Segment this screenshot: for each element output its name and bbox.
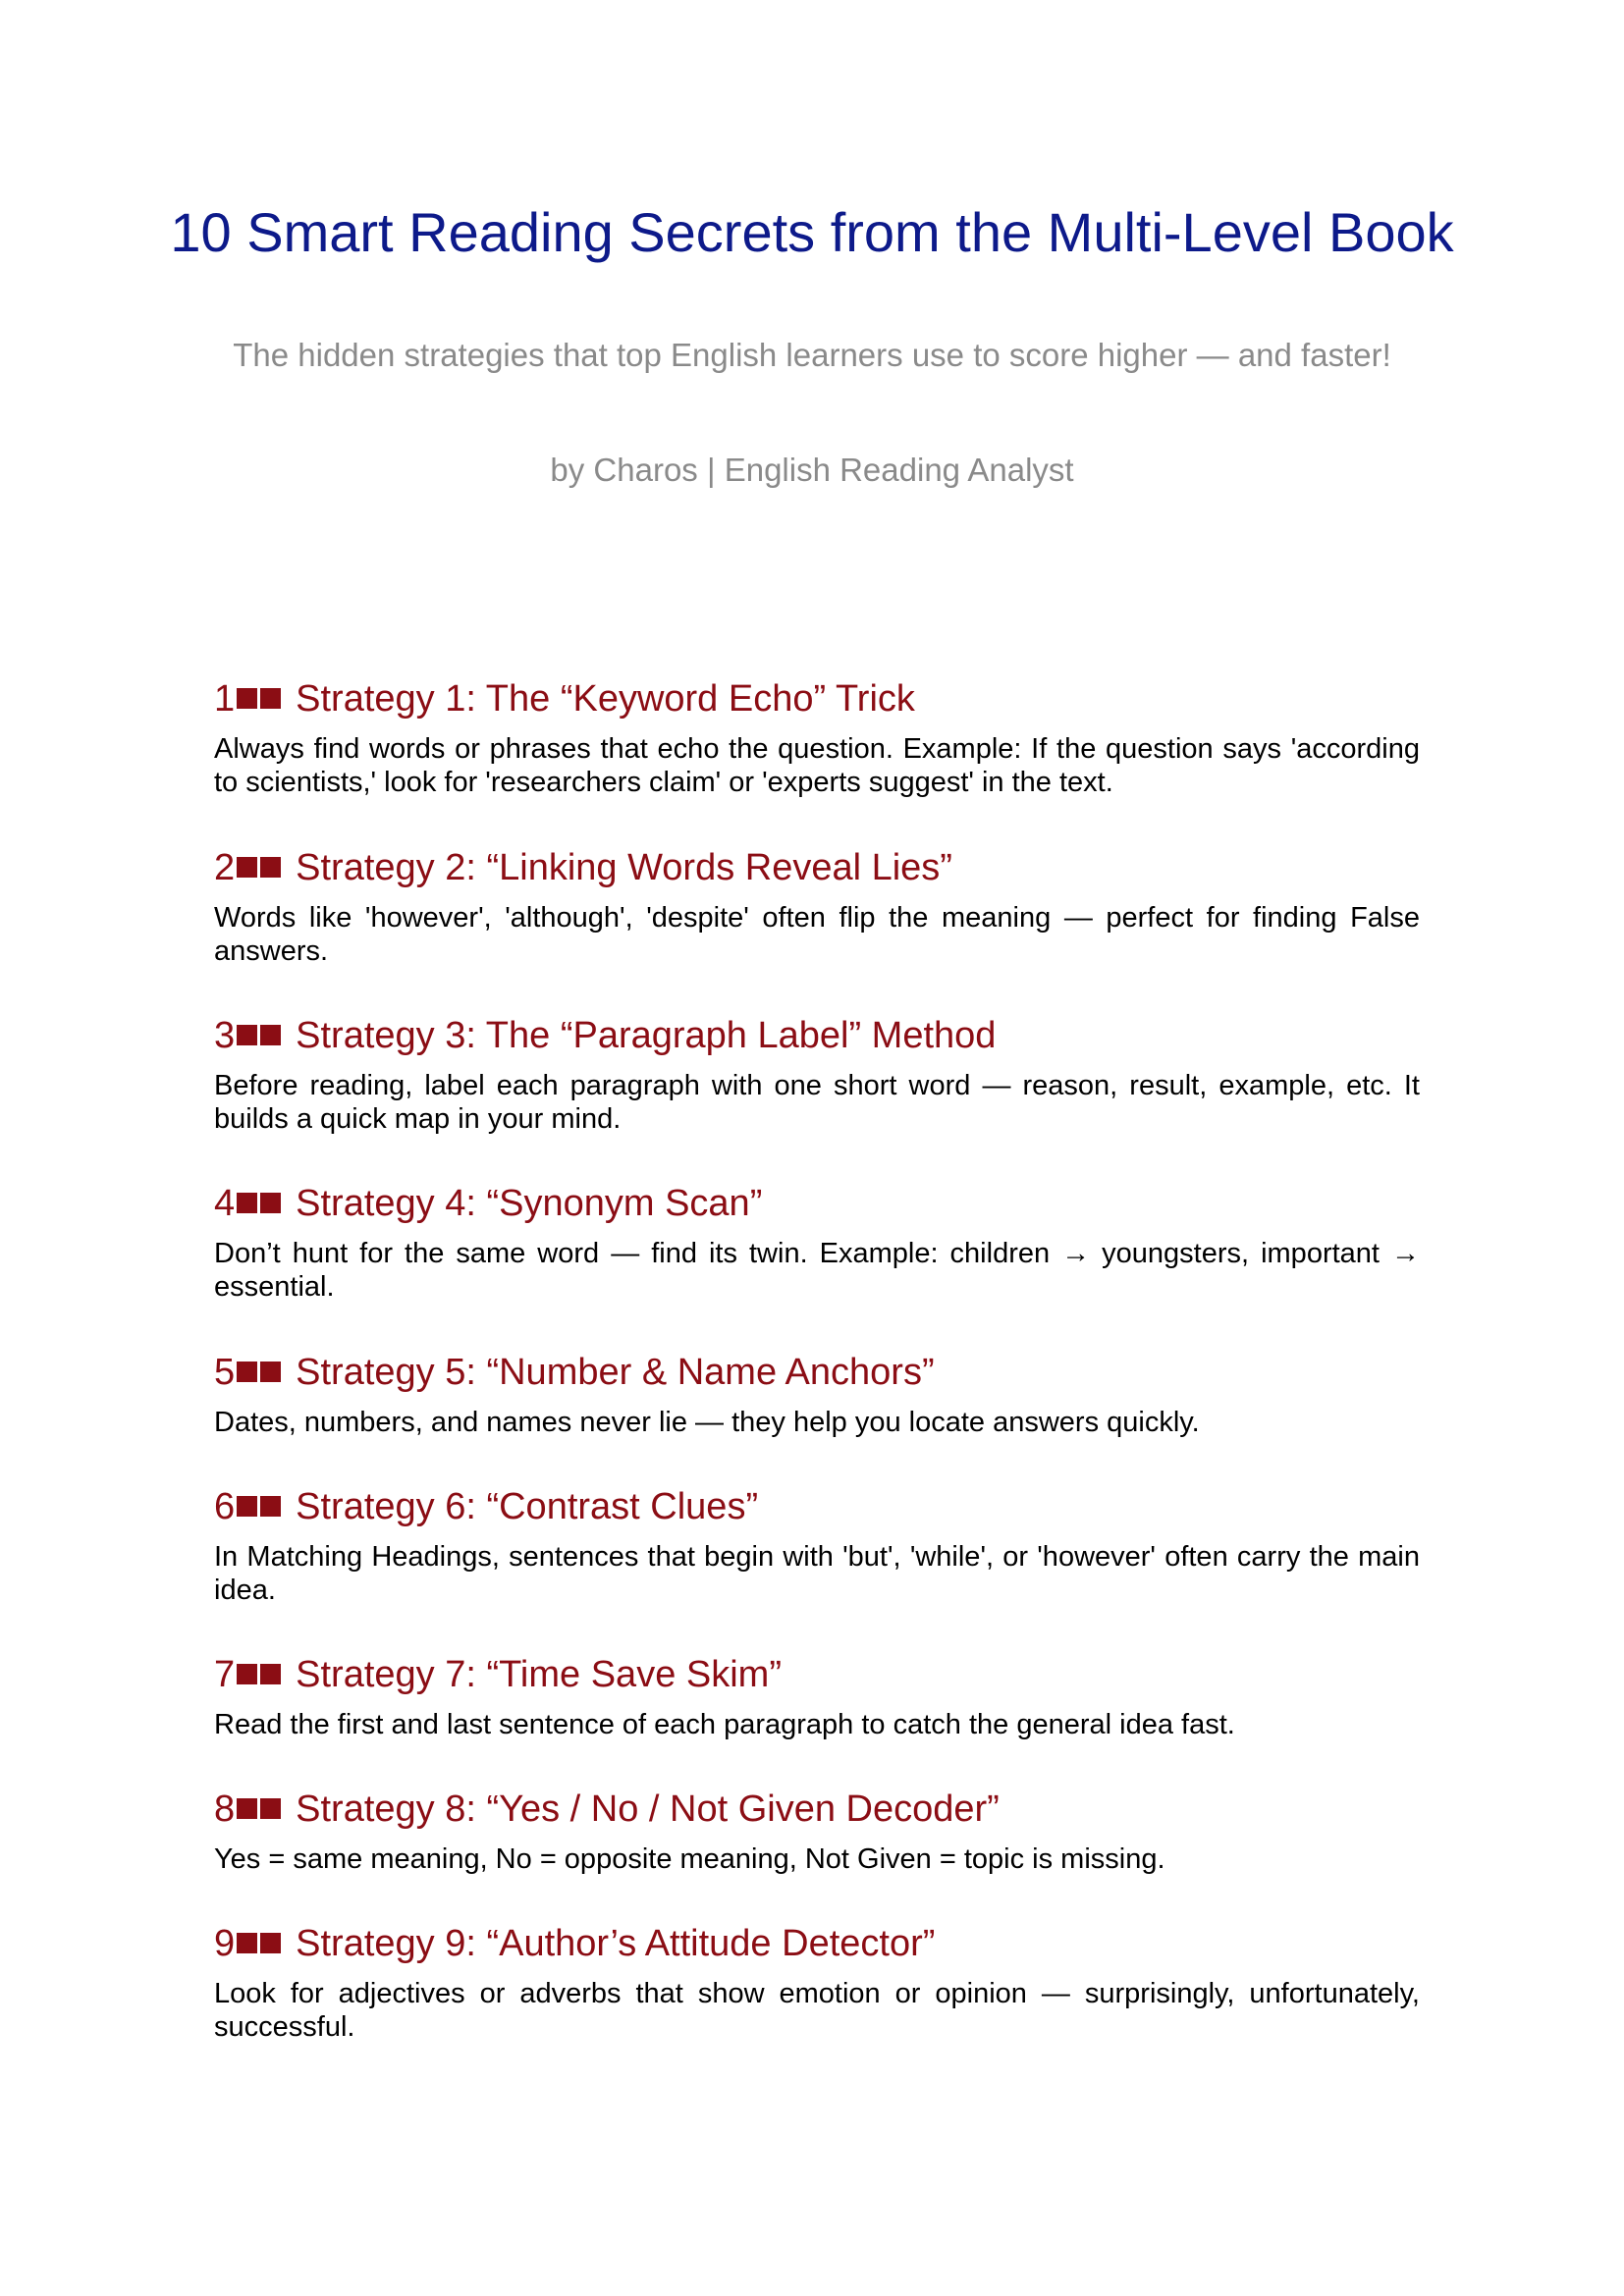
strategy-heading (214, 1653, 1420, 1696)
square-bullet-icon (237, 1362, 257, 1382)
strategy-heading (214, 1485, 1420, 1528)
strategy-item (214, 1922, 1420, 2044)
strategy-heading (214, 1014, 1420, 1057)
document-byline: by Charos | English Reading Analyst (550, 452, 1074, 488)
strategy-heading (214, 846, 1420, 889)
square-bullet-icon (237, 1193, 257, 1213)
square-bullet-icon (260, 1362, 281, 1382)
square-bullet-icon (260, 688, 281, 709)
strategy-number: 1 (214, 678, 236, 720)
strategy-title: Strategy 9: “Author’s Attitude Detector” (296, 1923, 936, 1964)
strategy-number: 4 (214, 1183, 236, 1224)
strategy-title: Strategy 4: “Synonym Scan” (296, 1183, 763, 1224)
strategy-description: Words like 'however', 'although', 'despite' often flip the meaning — perfect for finding False answers. (214, 902, 1420, 967)
strategy-title: Strategy 6: “Contrast Clues” (296, 1486, 759, 1527)
strategy-title: Strategy 8: “Yes / No / Not Given Decoder” (296, 1789, 1000, 1830)
strategy-title: Strategy 2: “Linking Words Reveal Lies” (296, 847, 952, 888)
strategy-number: 8 (214, 1789, 236, 1830)
square-bullet-icon (260, 1798, 281, 1819)
strategy-description: Read the first and last sentence of each paragraph to catch the general idea fast. (214, 1709, 1235, 1740)
strategy-item (214, 677, 1420, 799)
square-bullet-icon (237, 1664, 257, 1684)
strategy-heading (214, 1788, 1420, 1831)
strategy-item (214, 1788, 1420, 1876)
square-bullet-icon (237, 688, 257, 709)
document-subtitle: The hidden strategies that top English learners use to score higher — and faster! (233, 337, 1391, 373)
strategy-heading (214, 1922, 1420, 1965)
square-bullet-icon (260, 1025, 281, 1045)
strategy-description: Yes = same meaning, No = opposite meaning, Not Given = topic is missing. (214, 1843, 1165, 1875)
strategy-item (214, 1653, 1420, 1741)
strategy-number: 9 (214, 1923, 236, 1964)
square-bullet-icon (260, 1933, 281, 1953)
strategy-heading (214, 1182, 1420, 1225)
strategy-heading (214, 1351, 1420, 1394)
strategy-item (214, 1182, 1420, 1304)
strategy-title: Strategy 3: The “Paragraph Label” Method (296, 1015, 997, 1056)
strategy-item (214, 1351, 1420, 1439)
strategy-number: 7 (214, 1654, 236, 1695)
strategy-item (214, 846, 1420, 968)
square-bullet-icon (260, 1496, 281, 1517)
strategy-number: 6 (214, 1486, 236, 1527)
square-bullet-icon (237, 1798, 257, 1819)
strategy-title: Strategy 1: The “Keyword Echo” Trick (296, 678, 915, 720)
document-title: 10 Smart Reading Secrets from the Multi-Level Book (170, 201, 1454, 263)
square-bullet-icon (237, 1496, 257, 1517)
strategy-heading (214, 677, 1420, 721)
strategy-description: Don’t hunt for the same word — find its twin. Example: children → youngsters, important → essential. (214, 1238, 1420, 1303)
strategy-title: Strategy 5: “Number & Name Anchors” (296, 1352, 935, 1393)
square-bullet-icon (260, 857, 281, 878)
square-bullet-icon (260, 1193, 281, 1213)
strategy-number: 5 (214, 1352, 236, 1393)
square-bullet-icon (237, 857, 257, 878)
strategy-description: Always find words or phrases that echo the question. Example: If the question says 'according to scientists,' look for 'researchers claim' or 'experts suggest' in the text. (214, 733, 1420, 798)
square-bullet-icon (237, 1025, 257, 1045)
strategy-number: 2 (214, 847, 236, 888)
strategy-description: Look for adjectives or adverbs that show emotion or opinion — surprisingly, unfortunately, successful. (214, 1978, 1420, 2043)
strategy-title: Strategy 7: “Time Save Skim” (296, 1654, 782, 1695)
strategy-description: Before reading, label each paragraph with one short word — reason, result, example, etc. It builds a quick map in your mind. (214, 1070, 1420, 1135)
square-bullet-icon (237, 1933, 257, 1953)
strategy-description: In Matching Headings, sentences that begin with 'but', 'while', or 'however' often carry the main idea. (214, 1541, 1420, 1606)
strategy-item (214, 1014, 1420, 1136)
strategy-number: 3 (214, 1015, 236, 1056)
square-bullet-icon (260, 1664, 281, 1684)
strategy-description: Dates, numbers, and names never lie — they help you locate answers quickly. (214, 1407, 1200, 1438)
strategy-item (214, 1485, 1420, 1607)
